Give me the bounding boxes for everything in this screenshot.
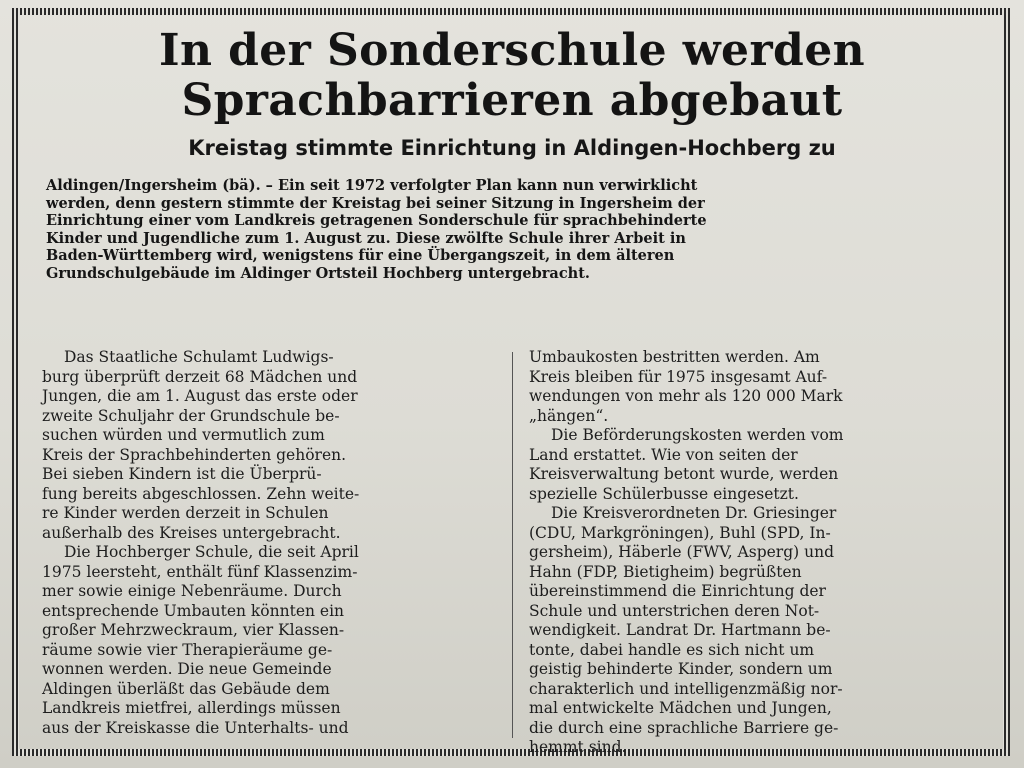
headline bbox=[34, 26, 990, 126]
lead-line: Einrichtung einer vom Landkreis getragenen Sonderschule für sprachbehinderte bbox=[46, 212, 707, 230]
subheadline: Kreistag stimmte Einrichtung in Aldingen-Hochberg zu bbox=[188, 136, 836, 160]
body-line: wonnen werden. Die neue Gemeinde bbox=[42, 660, 332, 678]
body-line: (CDU, Markgröningen), Buhl (SPD, In- bbox=[529, 523, 831, 542]
right-column bbox=[529, 348, 979, 758]
paragraph bbox=[529, 504, 979, 758]
body-line: Aldingen überläßt das Gebäude dem bbox=[42, 679, 330, 698]
body-line: geistig behinderte Kinder, sondern um bbox=[529, 660, 833, 678]
body-line: Landkreis mietfrei, allerdings müssen bbox=[42, 699, 341, 717]
headline-line-1: In der Sonderschule werden bbox=[159, 25, 865, 76]
body-line: mal entwickelte Mädchen und Jungen, bbox=[529, 699, 832, 717]
headline-line-2: Sprachbarrieren abgebaut bbox=[181, 75, 843, 126]
body-line: wendungen von mehr als 120 000 Mark bbox=[529, 387, 843, 405]
body-line: charakterlich und intelligenzmäßig nor- bbox=[529, 679, 843, 698]
body-line: Bei sieben Kindern ist die Überprü- bbox=[42, 465, 322, 483]
body-line: großer Mehrzweckraum, vier Klassen- bbox=[42, 621, 345, 639]
body-line: Schule und unterstrichen deren Not- bbox=[529, 601, 820, 620]
body-line: Die Kreisverordneten Dr. Griesinger bbox=[551, 504, 837, 522]
body-line: übereinstimmend die Einrichtung der bbox=[529, 582, 826, 600]
body-line: Hahn (FDP, Bietigheim) begrüßten bbox=[529, 562, 802, 581]
body-line: fung bereits abgeschlossen. Zehn weite- bbox=[42, 484, 360, 503]
body-line: Kreis der Sprachbehinderten gehören. bbox=[42, 445, 347, 464]
paragraph bbox=[529, 426, 979, 504]
body-line: räume sowie vier Therapieräume ge- bbox=[42, 640, 333, 659]
paragraph bbox=[529, 348, 979, 426]
lead-line: Kinder und Jugendliche zum 1. August zu. Diese zwölfte Schule ihrer Arbeit in bbox=[46, 229, 686, 247]
body-line: suchen würden und vermutlich zum bbox=[42, 426, 325, 444]
body-line: wendigkeit. Landrat Dr. Hartmann be- bbox=[529, 621, 831, 639]
paragraph bbox=[42, 543, 492, 738]
body-line: Die Hochberger Schule, die seit April bbox=[64, 543, 359, 561]
body-line: aus der Kreiskasse die Unterhalts- und bbox=[42, 718, 349, 737]
body-line: mer sowie einige Nebenräume. Durch bbox=[42, 582, 342, 600]
lead-line: werden, denn gestern stimmte der Kreistag bei seiner Sitzung in Ingersheim der bbox=[46, 194, 705, 212]
body-line: Land erstattet. Wie von seiten der bbox=[529, 445, 798, 464]
body-line: gersheim), Häberle (FWV, Asperg) und bbox=[529, 543, 834, 561]
body-line: burg überprüft derzeit 68 Mädchen und bbox=[42, 367, 358, 386]
body-columns bbox=[42, 348, 990, 756]
lead-line: Baden-Württemberg wird, wenigstens für eine Übergangszeit, in dem älteren bbox=[46, 247, 675, 265]
body-line: die durch eine sprachliche Barriere ge- bbox=[529, 718, 839, 737]
body-line: Die Beförderungskosten werden vom bbox=[551, 426, 844, 444]
body-line: außerhalb des Kreises untergebracht. bbox=[42, 523, 341, 542]
body-line: spezielle Schülerbusse eingesetzt. bbox=[529, 484, 799, 503]
body-line: Jungen, die am 1. August das erste oder bbox=[42, 387, 358, 405]
lead-paragraph bbox=[46, 177, 980, 283]
body-line: 1975 leersteht, enthält fünf Klassenzim- bbox=[42, 562, 358, 581]
body-line: zweite Schuljahr der Grundschule be- bbox=[42, 406, 340, 425]
body-line: re Kinder werden derzeit in Schulen bbox=[42, 504, 329, 522]
body-line: Umbaukosten bestritten werden. Am bbox=[529, 348, 820, 366]
paragraph bbox=[42, 348, 492, 543]
body-line: tonte, dabei handle es sich nicht um bbox=[529, 640, 815, 659]
lead-line: Grundschulgebäude im Aldinger Ortsteil Hochberg untergebracht. bbox=[46, 264, 590, 282]
left-column bbox=[42, 348, 492, 738]
body-line: Kreisverwaltung betont wurde, werden bbox=[529, 465, 839, 483]
body-line: Kreis bleiben für 1975 insgesamt Auf- bbox=[529, 367, 828, 386]
article bbox=[34, 25, 990, 756]
column-divider bbox=[512, 352, 513, 738]
body-line: entsprechende Umbauten könnten ein bbox=[42, 601, 345, 620]
body-line: Das Staatliche Schulamt Ludwigs- bbox=[64, 348, 334, 366]
body-line: hemmt sind. bbox=[529, 738, 627, 756]
lead-line: Aldingen/Ingersheim (bä). – Ein seit 1972 verfolgter Plan kann nun verwirklicht bbox=[46, 177, 698, 194]
body-line: „hängen“. bbox=[529, 406, 609, 425]
